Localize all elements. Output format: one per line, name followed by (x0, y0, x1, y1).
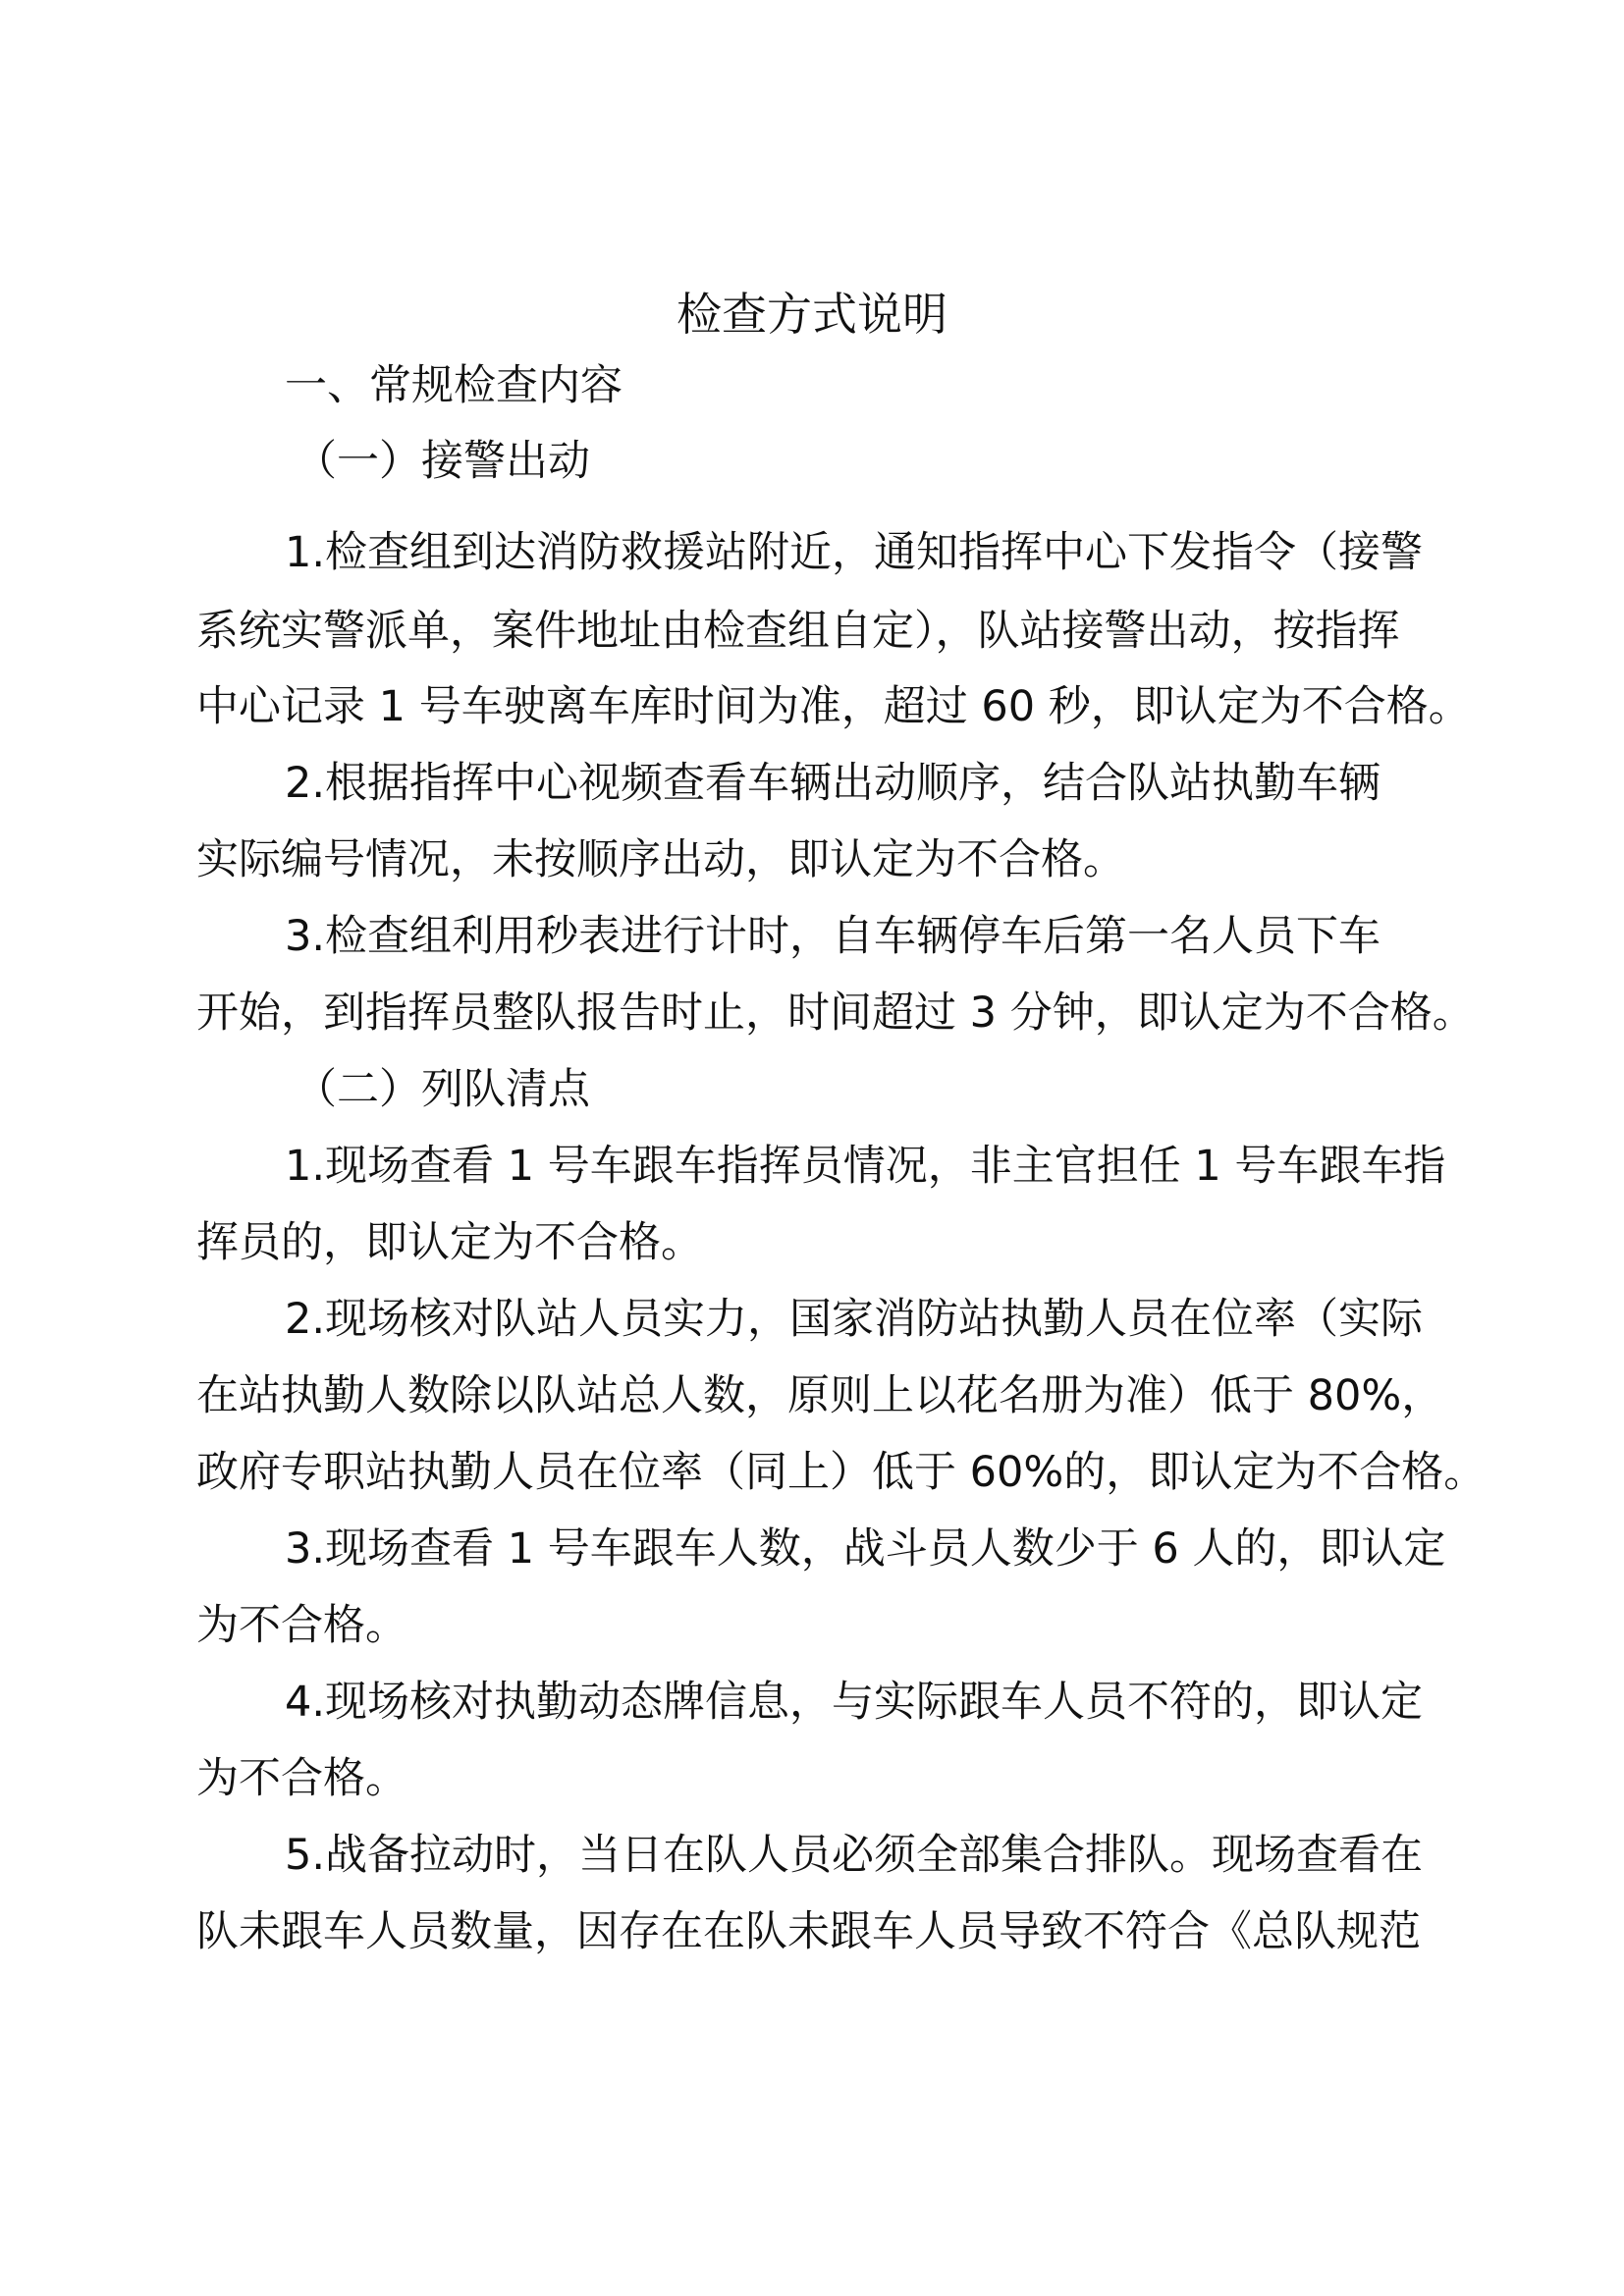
paragraph-line: 系统实警派单，案件地址由检查组自定），队站接警出动，按指挥 (196, 607, 1400, 656)
paragraph-line: 1.检查组到达消防救援站附近，通知指挥中心下发指令（接警 (285, 528, 1424, 577)
paragraph-line: 1.现场查看 1 号车跟车指挥员情况，非主官担任 1 号车跟车指 (285, 1142, 1446, 1191)
paragraph-line: 3.现场查看 1 号车跟车人数，战斗员人数少于 6 人的，即认定 (285, 1524, 1446, 1574)
paragraph-line: 4.现场核对执勤动态牌信息，与实际跟车人员不符的，即认定 (285, 1678, 1424, 1727)
paragraph-line: 政府专职站执勤人员在位率（同上）低于 60%的，即认定为不合格。 (196, 1448, 1487, 1497)
subsection-heading: （一）接警出动 (295, 437, 590, 486)
paragraph-line: 5.战备拉动时，当日在队人员必须全部集合排队。现场查看在 (285, 1831, 1424, 1880)
paragraph-line: 为不合格。 (196, 1601, 407, 1650)
paragraph-line: 在站执勤人数除以队站总人数，原则上以花名册为准）低于 80%， (196, 1371, 1444, 1420)
paragraph-line: 为不合格。 (196, 1754, 407, 1803)
paragraph-line: 2.根据指挥中心视频查看车辆出动顺序，结合队站执勤车辆 (285, 759, 1381, 808)
paragraph-line: 挥员的，即认定为不合格。 (196, 1218, 703, 1267)
paragraph-line: 实际编号情况，未按顺序出动，即认定为不合格。 (196, 835, 1125, 884)
paragraph-line: 中心记录 1 号车驶离车库时间为准，超过 60 秒，即认定为不合格。 (196, 682, 1471, 731)
paragraph-line: 队未跟车人员数量，因存在在队未跟车人员导致不符合《总队规范 (196, 1907, 1421, 1956)
section-heading: 一、常规检查内容 (285, 361, 623, 410)
paragraph-line: 2.现场核对队站人员实力，国家消防站执勤人员在位率（实际 (285, 1295, 1424, 1344)
paragraph-line: 3.检查组利用秒表进行计时，自车辆停车后第一名人员下车 (285, 912, 1381, 961)
subsection-heading: （二）列队清点 (295, 1065, 590, 1114)
document-title: 检查方式说明 (677, 288, 947, 341)
paragraph-line: 开始，到指挥员整队报告时止，时间超过 3 分钟，即认定为不合格。 (196, 988, 1475, 1038)
